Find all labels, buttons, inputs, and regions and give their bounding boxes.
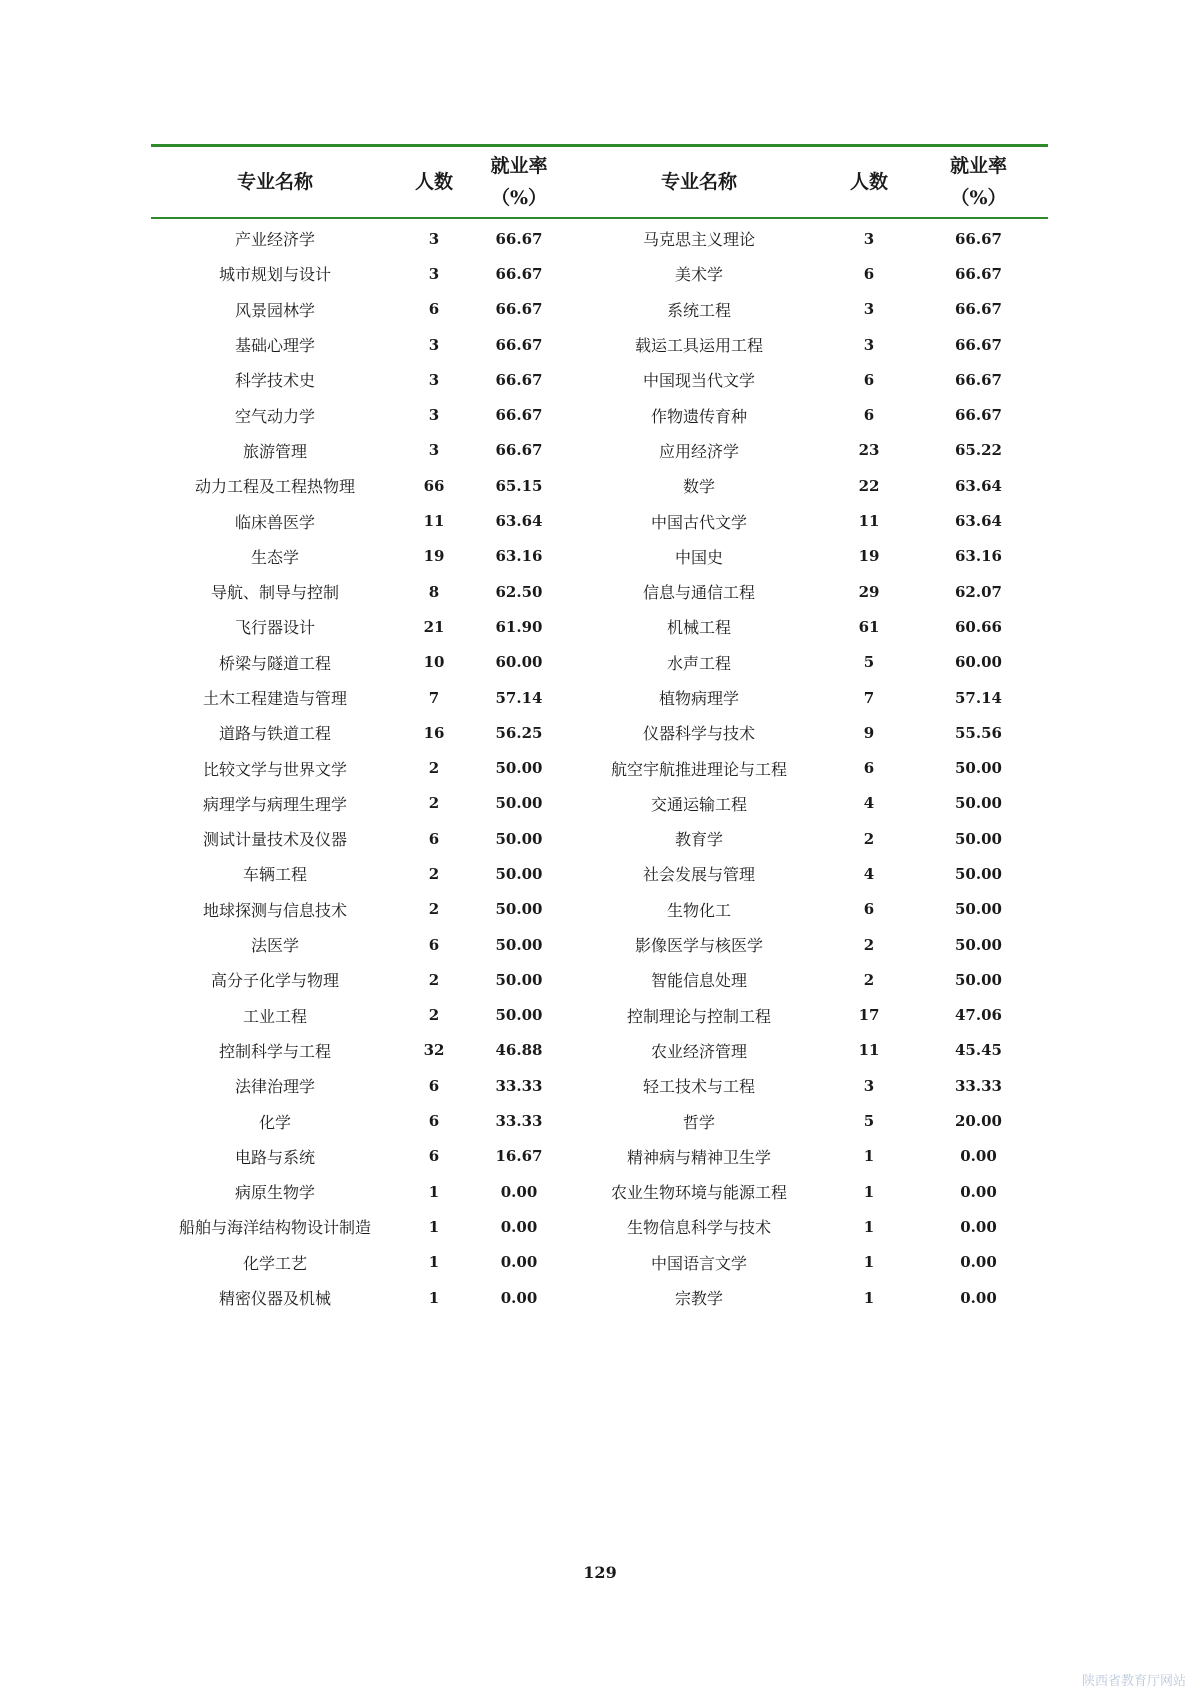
major-name-cell: 化学工艺 (242, 1253, 307, 1273)
student-count-cell: 5 (863, 653, 875, 672)
student-count-cell: 6 (428, 935, 440, 954)
major-name-cell: 中国现当代文学 (642, 371, 755, 391)
major-name-cell: 旅游管理 (242, 441, 307, 461)
employment-rate-cell: 0.00 (500, 1253, 538, 1272)
major-name-cell: 水声工程 (666, 653, 731, 673)
major-name-cell: 病原生物学 (234, 1183, 315, 1203)
student-count-cell: 7 (863, 688, 875, 707)
student-count-cell: 6 (428, 1112, 440, 1131)
table-row (151, 680, 1048, 715)
major-name-cell: 轻工技术与工程 (642, 1077, 755, 1097)
employment-rate-cell: 0.00 (960, 1147, 997, 1166)
header-rate-left (469, 146, 569, 219)
table-row (151, 645, 1048, 680)
employment-rate-cell: 0.00 (960, 1288, 997, 1307)
student-count-cell: 1 (863, 1147, 875, 1166)
table-row (151, 503, 1048, 538)
major-name-cell: 智能信息处理 (650, 971, 747, 991)
table-row (151, 927, 1048, 962)
student-count-cell: 2 (428, 864, 440, 883)
employment-rate-cell: 46.88 (495, 1041, 543, 1060)
student-count-cell: 1 (863, 1288, 875, 1307)
major-name-cell: 作物遗传育种 (650, 406, 747, 426)
student-count-cell: 3 (863, 300, 875, 319)
student-count-cell: 1 (863, 1182, 875, 1201)
table-row (151, 218, 1048, 256)
student-count-cell: 2 (428, 759, 440, 778)
employment-rate-cell: 0.00 (960, 1217, 997, 1236)
table-row (151, 1209, 1048, 1244)
student-count-cell: 4 (863, 864, 875, 883)
employment-rate-cell: 50.00 (955, 900, 1002, 919)
table-row (151, 468, 1048, 503)
student-count-cell: 2 (428, 1006, 440, 1025)
table-row (151, 292, 1048, 327)
student-count-cell: 3 (428, 264, 440, 283)
major-name-cell: 病理学与病理生理学 (202, 794, 347, 814)
employment-rate-cell: 50.00 (955, 864, 1002, 883)
student-count-cell: 6 (863, 759, 875, 778)
student-count-cell: 22 (858, 476, 880, 495)
table-row (151, 856, 1048, 891)
table-row (151, 1033, 1048, 1068)
employment-rate-cell: 65.15 (495, 476, 543, 495)
employment-rate-cell: 62.07 (955, 582, 1002, 601)
table-row (151, 1174, 1048, 1209)
table-row (151, 892, 1048, 927)
major-name-cell: 机械工程 (666, 618, 731, 638)
employment-rate-cell: 0.00 (960, 1182, 997, 1201)
employment-rate-cell: 66.67 (495, 370, 543, 389)
employment-rate-cell: 16.67 (495, 1147, 543, 1166)
major-name-cell: 生态学 (250, 547, 299, 567)
employment-rate-cell: 63.64 (495, 512, 543, 531)
table-row (151, 609, 1048, 644)
employment-rate-cell: 56.25 (495, 723, 543, 742)
major-name-cell: 桥梁与隧道工程 (218, 653, 331, 673)
employment-rate-cell: 47.06 (955, 1006, 1002, 1025)
table-row (151, 750, 1048, 785)
table-header (151, 146, 1048, 219)
major-name-cell: 生物化工 (666, 900, 731, 920)
major-name-cell: 信息与通信工程 (642, 583, 755, 603)
major-name-cell: 哲学 (682, 1112, 715, 1132)
major-name-cell: 空气动力学 (234, 406, 315, 426)
student-count-cell: 32 (423, 1041, 445, 1060)
student-count-cell: 3 (428, 229, 440, 248)
student-count-cell: 8 (428, 582, 440, 601)
employment-rate-cell: 50.00 (495, 900, 543, 919)
student-count-cell: 6 (428, 1147, 440, 1166)
header-major-right: 专业名称 (569, 146, 829, 219)
major-name-cell: 中国语言文学 (650, 1253, 747, 1273)
employment-rate-cell: 50.00 (955, 829, 1002, 848)
student-count-cell: 3 (428, 370, 440, 389)
employment-rate-cell: 63.64 (955, 476, 1002, 495)
major-name-cell: 地球探测与信息技术 (202, 900, 347, 920)
employment-rate-cell: 60.00 (955, 653, 1002, 672)
student-count-cell: 23 (858, 441, 880, 460)
header-rate-title: 就业率 (490, 155, 548, 177)
employment-rate-cell: 50.00 (495, 935, 543, 954)
student-count-cell: 66 (423, 476, 445, 495)
employment-rate-cell: 63.16 (495, 547, 543, 566)
student-count-cell: 1 (863, 1253, 875, 1272)
major-name-cell: 教育学 (674, 830, 723, 850)
major-name-cell: 马克思主义理论 (642, 230, 755, 250)
student-count-cell: 3 (863, 335, 875, 354)
student-count-cell: 10 (423, 653, 445, 672)
student-count-cell: 6 (428, 1076, 440, 1095)
student-count-cell: 11 (858, 512, 880, 531)
employment-rate-cell: 50.00 (495, 864, 543, 883)
major-name-cell: 控制科学与工程 (218, 1041, 331, 1061)
student-count-cell: 3 (863, 1076, 875, 1095)
major-name-cell: 数学 (682, 477, 715, 497)
student-count-cell: 17 (858, 1006, 880, 1025)
major-name-cell: 植物病理学 (658, 689, 739, 708)
student-count-cell: 6 (863, 406, 875, 425)
student-count-cell: 19 (423, 547, 445, 566)
employment-rate-cell: 66.67 (495, 300, 543, 319)
employment-rate-cell: 50.00 (495, 1006, 543, 1025)
student-count-cell: 1 (863, 1217, 875, 1236)
student-count-cell: 3 (863, 229, 875, 248)
student-count-cell: 6 (863, 900, 875, 919)
employment-rate-cell: 50.00 (955, 759, 1002, 778)
table-row (151, 362, 1048, 397)
major-name-cell: 动力工程及工程热物理 (194, 477, 355, 497)
student-count-cell: 2 (428, 900, 440, 919)
table-row (151, 715, 1048, 750)
major-name-cell: 化学 (258, 1112, 291, 1132)
student-count-cell: 61 (858, 617, 880, 636)
major-name-cell: 土木工程建造与管理 (202, 689, 347, 708)
major-name-cell: 美术学 (674, 265, 723, 285)
site-watermark: 陕西省教育厅网站 (1081, 1674, 1186, 1689)
student-count-cell: 1 (428, 1253, 440, 1272)
major-name-cell: 交通运输工程 (650, 794, 747, 814)
student-count-cell: 1 (428, 1217, 440, 1236)
table-row (151, 786, 1048, 821)
employment-rate-cell: 60.00 (495, 653, 543, 672)
table-row (151, 1245, 1048, 1280)
major-name-cell: 法医学 (250, 936, 299, 956)
major-name-cell: 产业经济学 (234, 230, 315, 250)
employment-rate-cell: 61.90 (495, 617, 543, 636)
page-number: 129 (583, 1563, 617, 1582)
employment-rate-cell: 50.00 (955, 935, 1002, 954)
student-count-cell: 3 (428, 441, 440, 460)
major-name-cell: 临床兽医学 (234, 512, 315, 532)
major-name-cell: 控制理论与控制工程 (626, 1006, 771, 1026)
table-row (151, 821, 1048, 856)
major-name-cell: 系统工程 (666, 300, 731, 320)
major-name-cell: 道路与铁道工程 (218, 724, 331, 744)
table-row (151, 327, 1048, 362)
employment-rate-cell: 50.00 (955, 970, 1002, 989)
major-name-cell: 法律治理学 (234, 1077, 315, 1097)
table-row (151, 539, 1048, 574)
table-row (151, 998, 1048, 1033)
header-major-left: 专业名称 (151, 146, 399, 219)
employment-rate-cell: 33.33 (495, 1112, 543, 1131)
employment-rate-cell: 0.00 (500, 1182, 538, 1201)
employment-rate-cell: 50.00 (495, 970, 543, 989)
employment-rate-cell: 57.14 (495, 688, 543, 707)
employment-rate-cell: 63.16 (955, 547, 1002, 566)
major-name-cell: 农业生物环境与能源工程 (610, 1183, 787, 1203)
employment-rate-cell: 50.00 (495, 829, 543, 848)
student-count-cell: 9 (863, 723, 875, 742)
employment-rate-cell: 66.67 (955, 370, 1002, 389)
employment-rate-cell: 66.67 (495, 264, 543, 283)
employment-rate-cell: 65.22 (955, 441, 1002, 460)
employment-rate-cell: 66.67 (955, 229, 1002, 248)
employment-rate-cell: 63.64 (955, 512, 1002, 531)
student-count-cell: 16 (423, 723, 445, 742)
employment-rate-cell: 57.14 (955, 688, 1002, 707)
major-name-cell: 导航、制导与控制 (210, 583, 339, 603)
employment-rate-cell: 66.67 (495, 406, 543, 425)
student-count-cell: 2 (863, 970, 875, 989)
major-name-cell: 基础心理学 (234, 336, 315, 356)
employment-rate-cell: 45.45 (955, 1041, 1002, 1060)
student-count-cell: 4 (863, 794, 875, 813)
table-row (151, 1139, 1048, 1174)
student-count-cell: 6 (428, 829, 440, 848)
employment-rate-cell: 33.33 (955, 1076, 1002, 1095)
major-name-cell: 宗教学 (674, 1289, 723, 1309)
student-count-cell: 2 (428, 794, 440, 813)
student-count-cell: 3 (428, 335, 440, 354)
major-name-cell: 生物信息科学与技术 (626, 1218, 771, 1238)
major-name-cell: 载运工具运用工程 (634, 336, 763, 356)
student-count-cell: 3 (428, 406, 440, 425)
major-name-cell: 航空宇航推进理论与工程 (610, 759, 787, 779)
table-body (151, 218, 1048, 1315)
header-rate-title: 就业率 (949, 155, 1007, 177)
student-count-cell: 11 (423, 512, 445, 531)
employment-rate-cell: 20.00 (955, 1112, 1002, 1131)
major-name-cell: 船舶与海洋结构物设计制造 (178, 1218, 371, 1238)
employment-rate-cell: 55.56 (955, 723, 1002, 742)
employment-rate-cell: 62.50 (495, 582, 543, 601)
major-name-cell: 社会发展与管理 (642, 865, 755, 885)
employment-rate-cell: 66.67 (955, 335, 1002, 354)
employment-rate-cell: 0.00 (960, 1253, 997, 1272)
student-count-cell: 7 (428, 688, 440, 707)
employment-rate-table (151, 144, 1048, 1315)
student-count-cell: 2 (863, 935, 875, 954)
major-name-cell: 精密仪器及机械 (218, 1289, 331, 1309)
major-name-cell: 科学技术史 (234, 371, 315, 391)
employment-rate-cell: 66.67 (495, 335, 543, 354)
student-count-cell: 6 (863, 264, 875, 283)
major-name-cell: 城市规划与设计 (218, 265, 331, 285)
employment-rate-cell: 33.33 (495, 1076, 543, 1095)
employment-rate-table-container (151, 144, 1048, 1315)
header-count-right: 人数 (829, 146, 909, 219)
employment-rate-cell: 60.66 (955, 617, 1002, 636)
employment-rate-cell: 66.67 (495, 441, 543, 460)
table-row (151, 1068, 1048, 1103)
student-count-cell: 19 (858, 547, 880, 566)
table-row (151, 397, 1048, 432)
major-name-cell: 工业工程 (242, 1006, 307, 1026)
major-name-cell: 风景园林学 (234, 300, 315, 320)
student-count-cell: 6 (863, 370, 875, 389)
employment-rate-cell: 66.67 (955, 300, 1002, 319)
employment-rate-cell: 0.00 (500, 1288, 538, 1307)
employment-rate-cell: 50.00 (955, 794, 1002, 813)
employment-rate-cell: 50.00 (495, 759, 543, 778)
table-row (151, 574, 1048, 609)
student-count-cell: 2 (863, 829, 875, 848)
employment-rate-cell: 66.67 (495, 229, 543, 248)
major-name-cell: 中国史 (674, 547, 723, 567)
header-rate-unit: （%） (950, 187, 1007, 209)
student-count-cell: 11 (858, 1041, 880, 1060)
header-rate-unit: （%） (490, 187, 548, 209)
major-name-cell: 测试计量技术及仪器 (202, 830, 347, 850)
employment-rate-cell: 50.00 (495, 794, 543, 813)
student-count-cell: 29 (858, 582, 880, 601)
major-name-cell: 电路与系统 (234, 1147, 315, 1167)
student-count-cell: 1 (428, 1182, 440, 1201)
table-row (151, 433, 1048, 468)
employment-rate-cell: 66.67 (955, 264, 1002, 283)
major-name-cell: 影像医学与核医学 (634, 936, 763, 956)
header-rate-right (909, 146, 1048, 219)
table-row (151, 1280, 1048, 1315)
student-count-cell: 5 (863, 1112, 875, 1131)
major-name-cell: 高分子化学与物理 (210, 971, 339, 991)
major-name-cell: 农业经济管理 (650, 1041, 747, 1061)
student-count-cell: 1 (428, 1288, 440, 1307)
major-name-cell: 仪器科学与技术 (642, 724, 755, 744)
major-name-cell: 比较文学与世界文学 (202, 759, 347, 779)
student-count-cell: 6 (428, 300, 440, 319)
table-row (151, 1103, 1048, 1138)
table-row (151, 962, 1048, 997)
major-name-cell: 飞行器设计 (234, 618, 315, 638)
header-count-left: 人数 (399, 146, 469, 219)
major-name-cell: 中国古代文学 (650, 512, 747, 532)
major-name-cell: 车辆工程 (242, 865, 307, 885)
employment-rate-cell: 66.67 (955, 406, 1002, 425)
student-count-cell: 21 (423, 617, 445, 636)
table-row (151, 256, 1048, 291)
major-name-cell: 精神病与精神卫生学 (626, 1147, 771, 1167)
major-name-cell: 应用经济学 (658, 441, 739, 461)
student-count-cell: 2 (428, 970, 440, 989)
employment-rate-cell: 0.00 (500, 1217, 538, 1236)
